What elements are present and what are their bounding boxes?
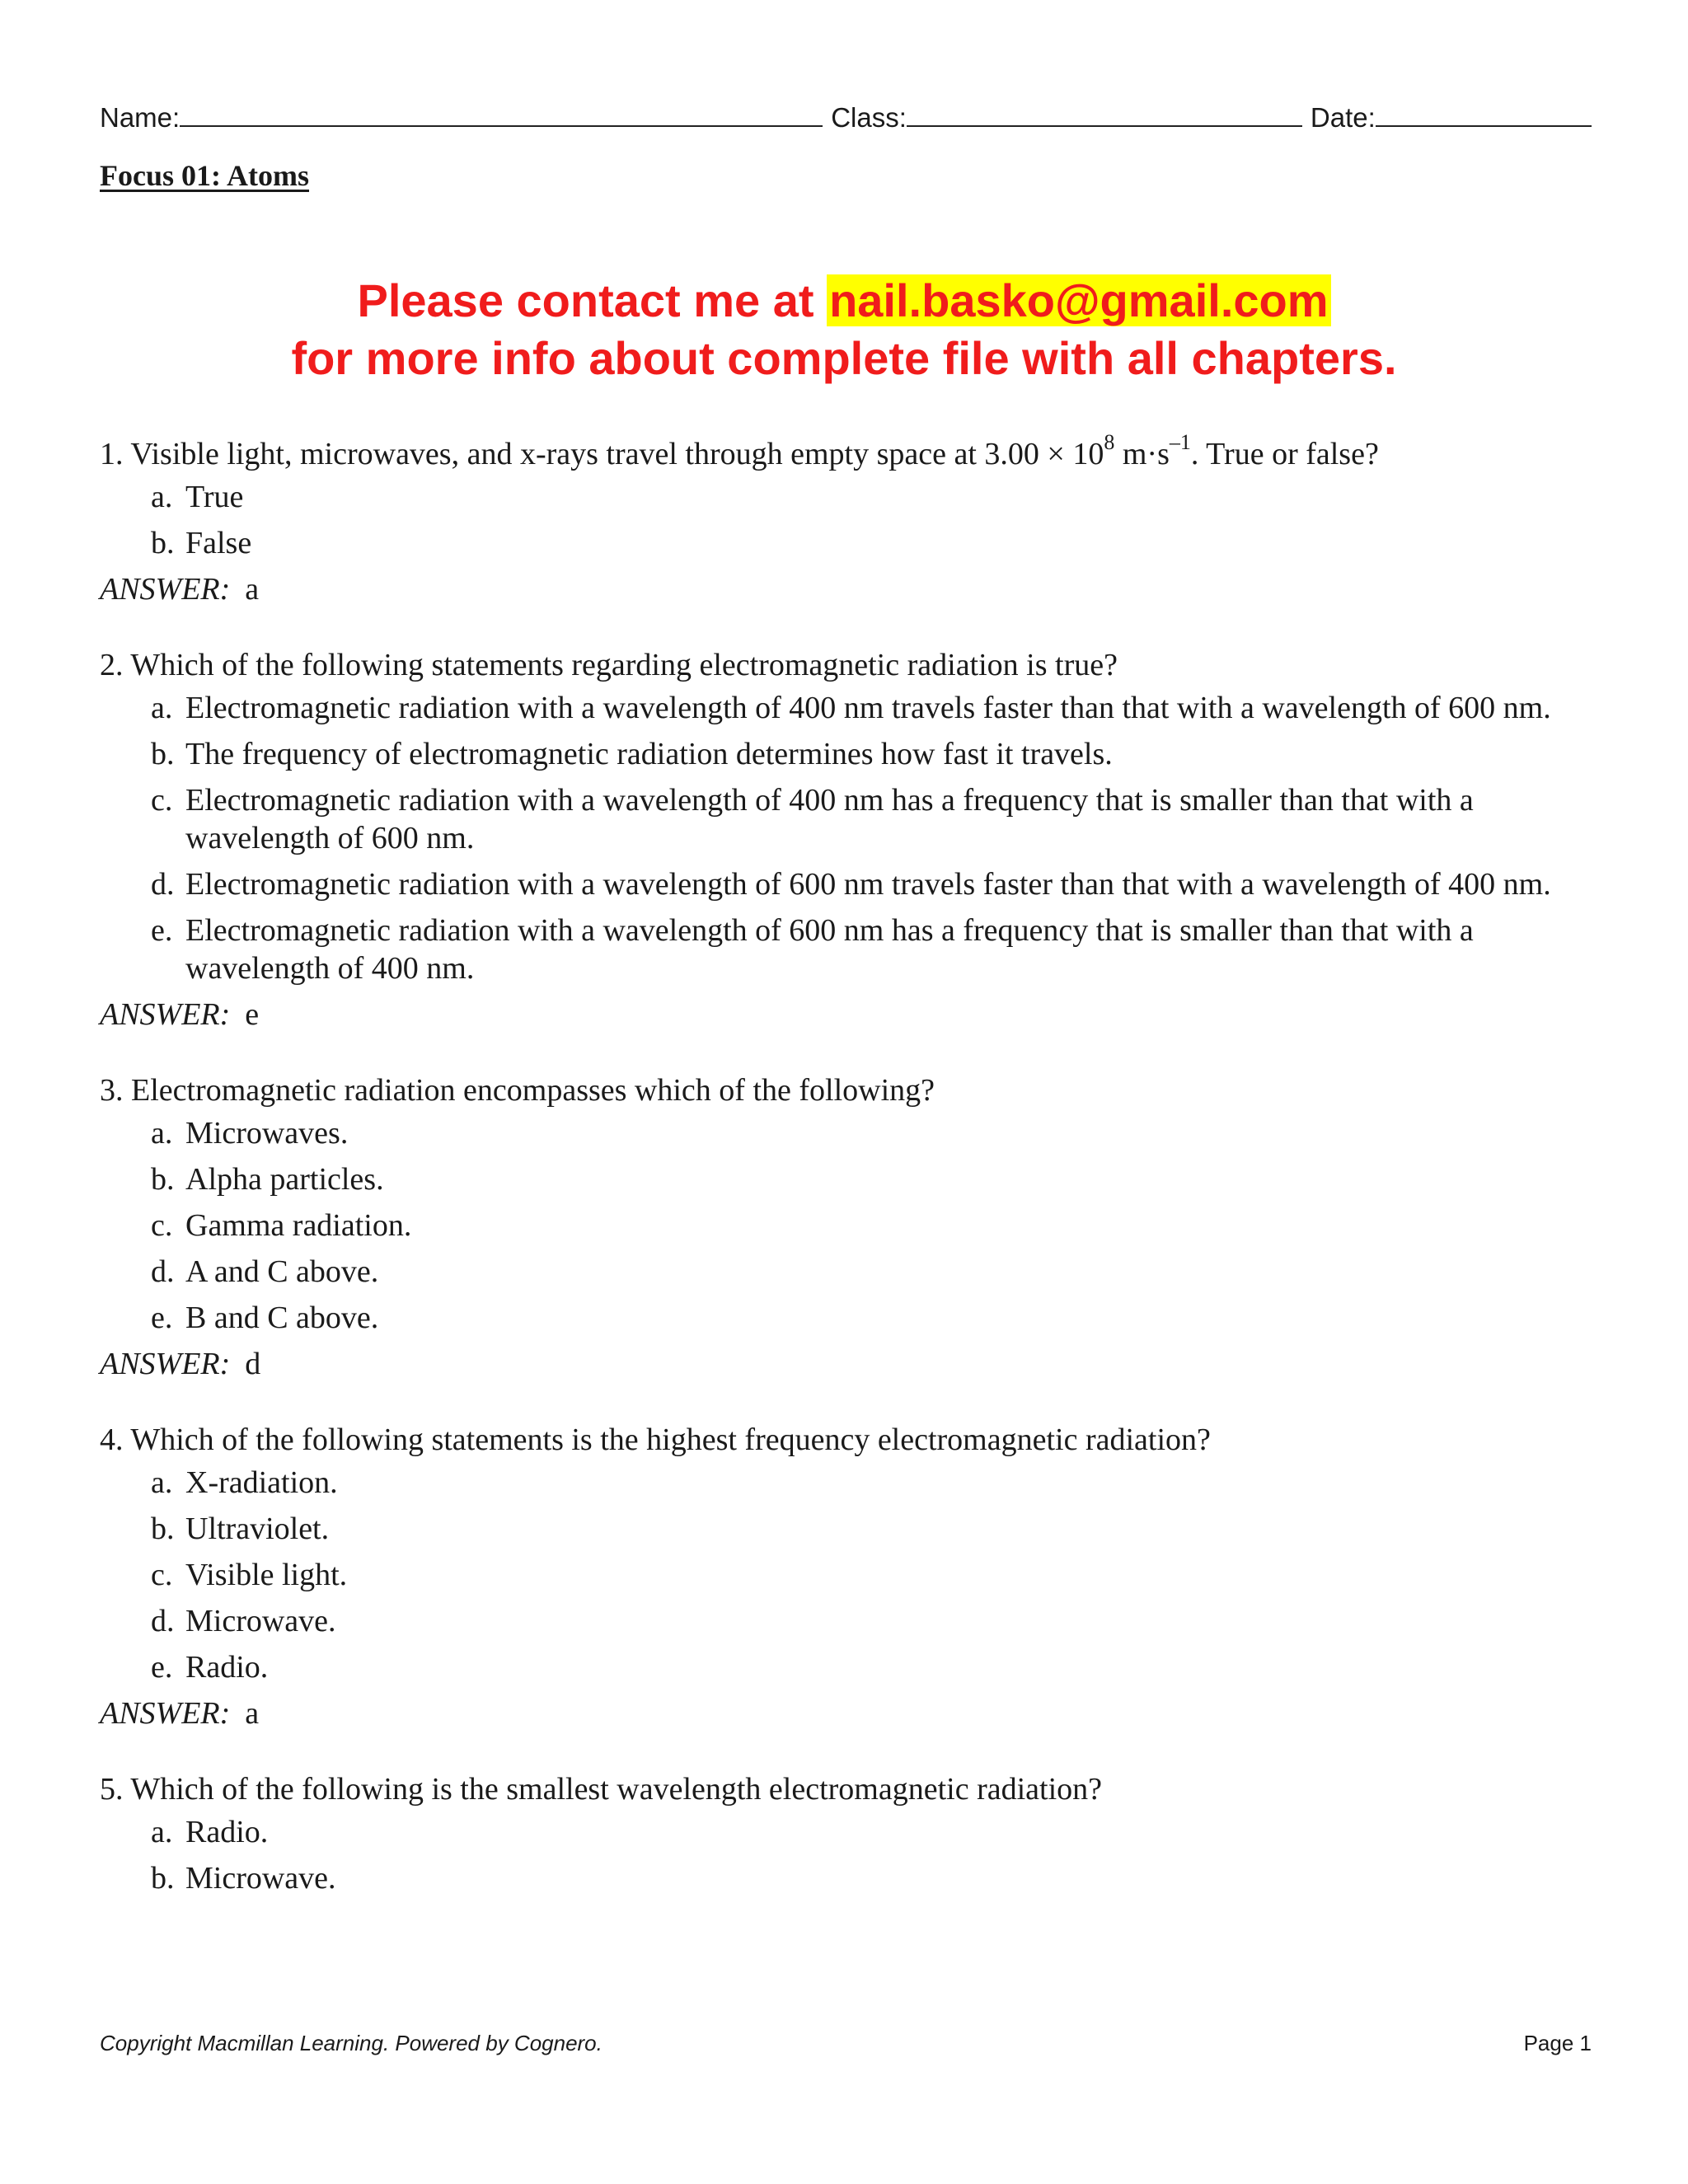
- student-info-header: [100, 97, 1592, 134]
- option-b[interactable]: [151, 524, 1592, 562]
- answer-value: e: [245, 997, 260, 1032]
- option-a[interactable]: [151, 1813, 1592, 1851]
- option-a[interactable]: [151, 1114, 1592, 1152]
- option-letter: b.: [151, 1511, 175, 1546]
- option-b[interactable]: [151, 1160, 1592, 1198]
- stem-text: Visible light, microwaves, and x-rays travel through empty space at 3.00 × 10: [130, 437, 1104, 471]
- answer-key: [100, 996, 1592, 1033]
- option-text: Radio.: [185, 1650, 269, 1685]
- class-label: Class:: [831, 102, 907, 133]
- promo-line-1: [0, 272, 1688, 330]
- answer-key: [100, 1345, 1592, 1383]
- question-number: 5.: [100, 1772, 124, 1807]
- name-label: Name:: [100, 102, 181, 133]
- option-list: [100, 478, 1592, 562]
- date-label: Date:: [1310, 102, 1376, 133]
- answer-value: a: [245, 1696, 260, 1731]
- question-number: 4.: [100, 1422, 124, 1457]
- question-stem: [100, 1770, 1592, 1808]
- question-2: [100, 646, 1592, 1033]
- option-list: [100, 1114, 1592, 1337]
- option-b[interactable]: [151, 735, 1592, 773]
- answer-key: [100, 1694, 1592, 1732]
- option-list: [100, 689, 1592, 987]
- question-stem: [100, 1421, 1592, 1459]
- option-text: Microwave.: [185, 1604, 336, 1638]
- option-d[interactable]: [151, 865, 1592, 903]
- answer-label: ANSWER:: [100, 1696, 231, 1731]
- class-blank[interactable]: [907, 97, 1302, 127]
- answer-label: ANSWER:: [100, 1347, 231, 1381]
- option-text: Visible light.: [185, 1558, 348, 1592]
- option-text: Microwave.: [185, 1861, 336, 1896]
- option-text: False: [185, 526, 252, 560]
- stem-text: Which of the following statements regarding electromagnetic radiation is true?: [130, 648, 1118, 682]
- option-b[interactable]: [151, 1510, 1592, 1548]
- option-a[interactable]: [151, 689, 1592, 727]
- answer-key: [100, 570, 1592, 608]
- answer-value: a: [245, 572, 260, 607]
- option-letter: a.: [151, 1116, 173, 1151]
- stem-text: Which of the following statements is the highest frequency electromagnetic radiation?: [130, 1422, 1211, 1457]
- option-c[interactable]: [151, 1556, 1592, 1594]
- option-d[interactable]: [151, 1253, 1592, 1291]
- option-text: B and C above.: [185, 1301, 379, 1335]
- option-text: X-radiation.: [185, 1465, 338, 1500]
- option-letter: a.: [151, 1465, 173, 1500]
- question-list: [100, 430, 1592, 1935]
- page-number: Page 1: [1523, 2031, 1592, 2055]
- option-letter: c.: [151, 783, 173, 818]
- option-d[interactable]: [151, 1602, 1592, 1640]
- answer-label: ANSWER:: [100, 997, 231, 1032]
- question-1: [100, 430, 1592, 608]
- stem-text: Electromagnetic radiation encompasses which of the following?: [131, 1073, 935, 1108]
- option-a[interactable]: [151, 478, 1592, 516]
- stem-unit: m·s: [1114, 437, 1170, 471]
- stem-text-end: . True or false?: [1190, 437, 1379, 471]
- option-letter: b.: [151, 737, 175, 771]
- option-text: The frequency of electromagnetic radiation determines how fast it travels.: [185, 737, 1113, 771]
- stem-text: Which of the following is the smallest wavelength electromagnetic radiation?: [130, 1772, 1102, 1807]
- question-number: 1.: [100, 437, 124, 471]
- question-5: [100, 1770, 1592, 1897]
- option-letter: a.: [151, 1815, 173, 1849]
- answer-label: ANSWER:: [100, 572, 231, 607]
- option-letter: c.: [151, 1558, 173, 1592]
- option-letter: a.: [151, 691, 173, 725]
- promo-email-link[interactable]: nail.basko@gmail.com: [827, 274, 1330, 326]
- page-footer: [100, 2031, 1592, 2056]
- promo-banner: [0, 272, 1688, 387]
- name-blank[interactable]: [180, 97, 823, 127]
- option-text: Electromagnetic radiation with a wavelength of 400 nm has a frequency that is smaller than that with a wavelength of 600 nm.: [185, 783, 1474, 855]
- stem-exponent: –1: [1169, 430, 1191, 455]
- option-text: Gamma radiation.: [185, 1208, 412, 1243]
- option-list: [100, 1813, 1592, 1897]
- question-number: 2.: [100, 648, 124, 682]
- option-text: Ultraviolet.: [185, 1511, 330, 1546]
- option-text: Alpha particles.: [185, 1162, 384, 1197]
- option-b[interactable]: [151, 1859, 1592, 1897]
- option-letter: b.: [151, 526, 175, 560]
- stem-exponent: 8: [1104, 430, 1115, 455]
- option-a[interactable]: [151, 1464, 1592, 1502]
- option-letter: e.: [151, 1301, 173, 1335]
- date-blank[interactable]: [1376, 97, 1592, 127]
- option-letter: d.: [151, 1254, 175, 1289]
- option-letter: e.: [151, 913, 173, 948]
- option-text: Electromagnetic radiation with a wavelength of 600 nm travels faster than that with a wavelength of 400 nm.: [185, 867, 1551, 902]
- question-number: 3.: [100, 1073, 124, 1108]
- option-list: [100, 1464, 1592, 1686]
- question-stem: [100, 430, 1592, 473]
- question-4: [100, 1421, 1592, 1732]
- option-letter: a.: [151, 480, 173, 514]
- focus-title: Focus 01: Atoms: [100, 159, 309, 192]
- option-text: Electromagnetic radiation with a wavelength of 400 nm travels faster than that with a wavelength of 600 nm.: [185, 691, 1551, 725]
- question-stem: [100, 646, 1592, 684]
- option-letter: d.: [151, 867, 175, 902]
- option-e[interactable]: [151, 912, 1592, 987]
- question-3: [100, 1071, 1592, 1383]
- answer-value: d: [245, 1347, 261, 1381]
- option-letter: b.: [151, 1861, 175, 1896]
- copyright-notice: Copyright Macmillan Learning. Powered by Cognero.: [100, 2031, 603, 2055]
- option-e[interactable]: [151, 1299, 1592, 1337]
- option-text: Microwaves.: [185, 1116, 349, 1151]
- option-text: Electromagnetic radiation with a wavelength of 600 nm has a frequency that is smaller than that with a wavelength of 400 nm.: [185, 913, 1474, 986]
- question-stem: [100, 1071, 1592, 1109]
- option-letter: d.: [151, 1604, 175, 1638]
- option-text: Radio.: [185, 1815, 269, 1849]
- option-letter: c.: [151, 1208, 173, 1243]
- option-text: A and C above.: [185, 1254, 379, 1289]
- option-text: True: [185, 480, 244, 514]
- option-c[interactable]: [151, 781, 1592, 857]
- promo-prefix: Please contact me at: [357, 274, 828, 326]
- option-letter: b.: [151, 1162, 175, 1197]
- option-c[interactable]: [151, 1207, 1592, 1244]
- option-letter: e.: [151, 1650, 173, 1685]
- promo-line-2: for more info about complete file with all chapters.: [291, 332, 1397, 384]
- option-e[interactable]: [151, 1648, 1592, 1686]
